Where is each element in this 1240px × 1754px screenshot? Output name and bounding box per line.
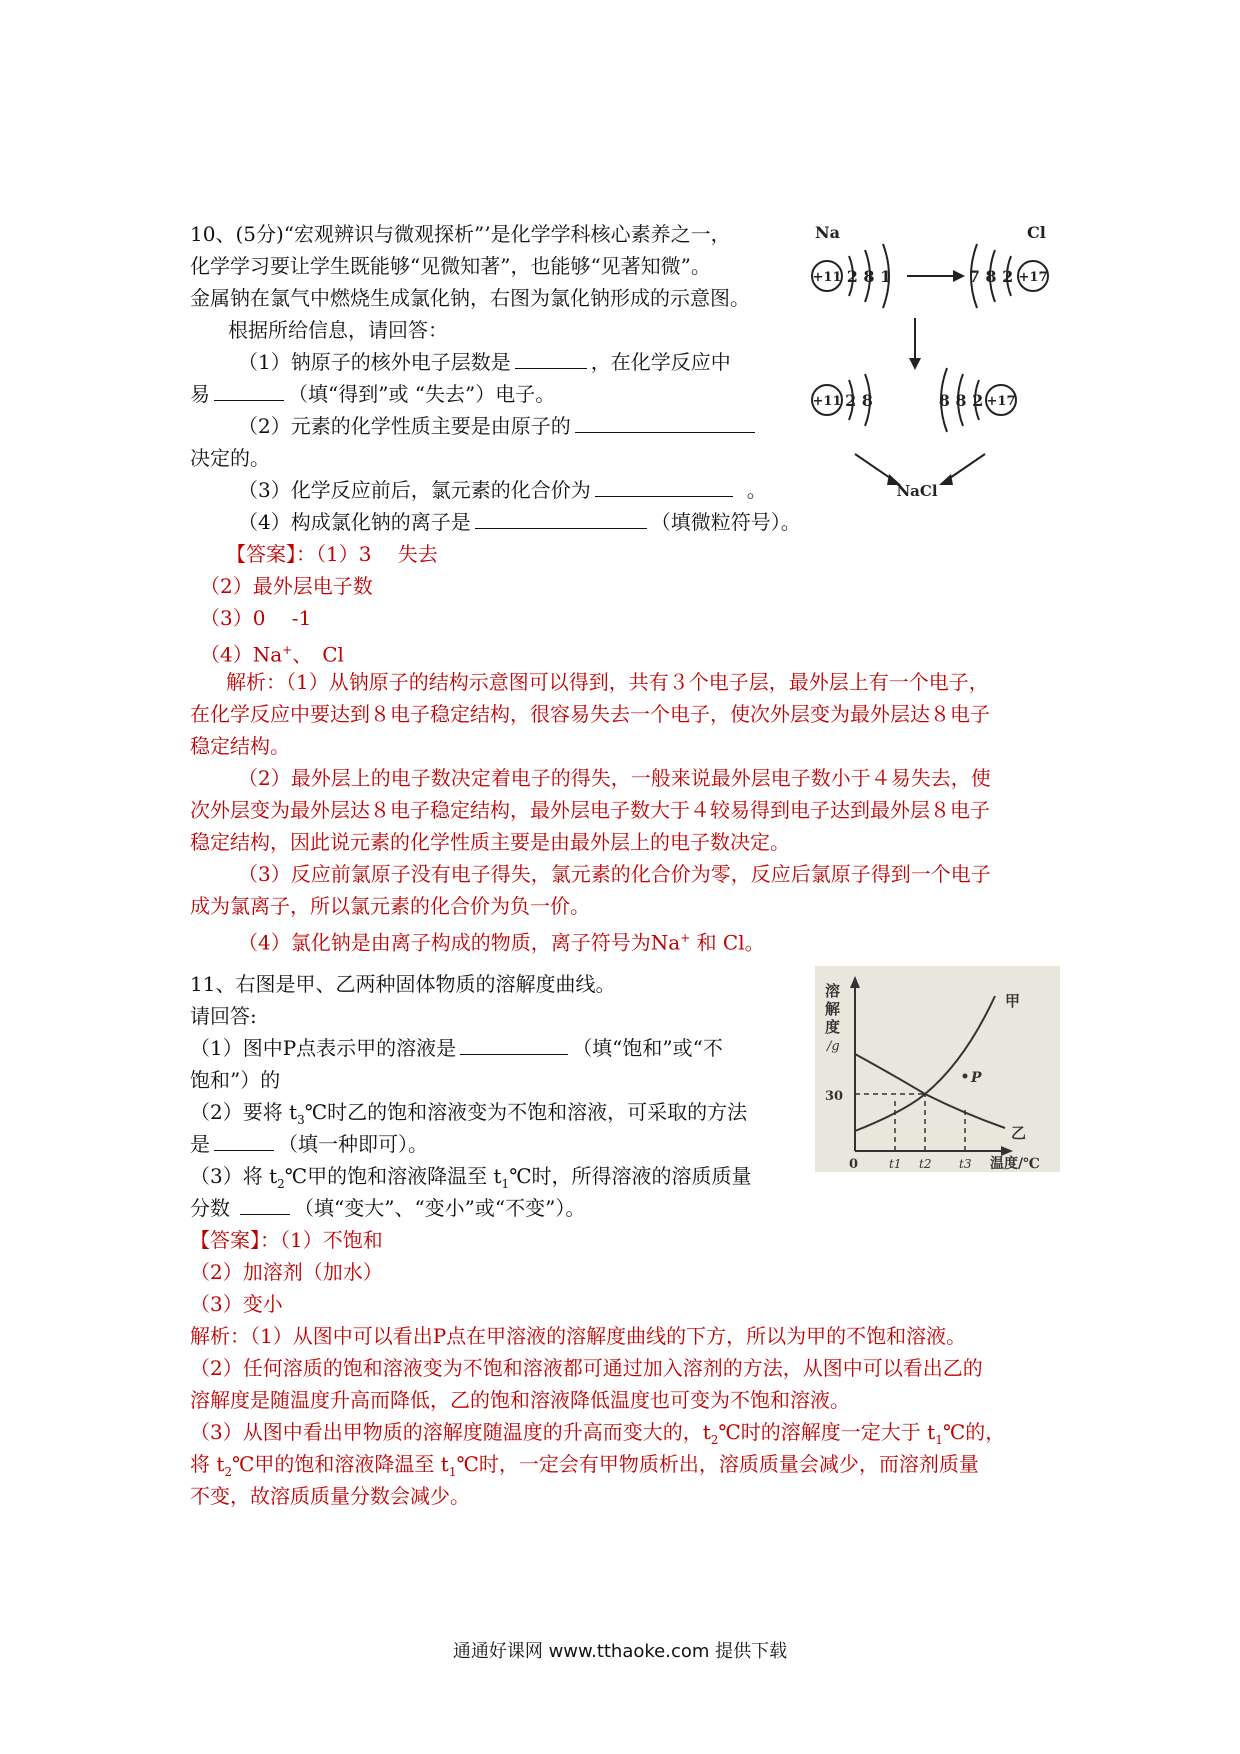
q10-line-2: 化学学习要让学生既能够“见微知著”，也能够“见著知微”。	[190, 254, 711, 278]
q10-analysis-5: 次外层变为最外层达８电子稳定结构，最外层电子数大于４较易得到电子达到最外层８电子	[190, 798, 990, 822]
q11-part-2: （2）要将 $t_3℃$时乙的饱和溶液变为不饱和溶液，可采取的方法	[190, 1100, 748, 1127]
q11-part-3: （3）将 $t_2℃$甲的饱和溶液降温至 $t_1℃$时，所得溶液的溶质质量	[190, 1164, 752, 1191]
q10-analysis-3: 稳定结构。	[190, 734, 290, 758]
q11-answer-head: 【答案】：（1）不饱和	[190, 1228, 383, 1252]
curve-b-label: 乙	[1011, 1124, 1027, 1142]
q10-part-1: （1）钠原子的核外电子层数是 ，在化学反应中	[238, 350, 731, 374]
svg-text:+17: +17	[1018, 270, 1048, 285]
q10-part-2: （2）元素的化学性质主要是由原子的	[238, 412, 759, 440]
svg-text:2 8: 2 8	[845, 391, 873, 410]
q10-part-3: （3）化学反应前后，氯元素的化合价为 。	[238, 478, 767, 502]
answer-blank[interactable]	[475, 508, 647, 529]
q11-part-2-cont: 是 （填一种即可）。	[190, 1132, 428, 1156]
answer-blank[interactable]	[214, 380, 284, 401]
x-tick-t3: t3	[959, 1157, 972, 1171]
svg-text:+17: +17	[986, 394, 1016, 409]
cl-label: Cl	[1027, 223, 1046, 242]
svg-text:P: P	[971, 1070, 982, 1086]
nacl-label: NaCl	[896, 482, 938, 500]
q11-analysis-5: 将 $t_2℃$甲的饱和溶液降温至 $t_1℃$时，一定会有甲物质析出，溶质质量会减少，而溶剂质量	[190, 1452, 979, 1479]
q10-analysis-6: 稳定结构，因此说元素的化学性质主要是由最外层上的电子数决定。	[190, 830, 790, 854]
svg-text:0: 0	[849, 1157, 859, 1172]
q11-answer-2: （2）加溶剂（加水）	[190, 1260, 383, 1284]
q11-line-2: 请回答:	[190, 1004, 257, 1028]
q10-analysis-8: 成为氯离子，所以氯元素的化合价为负一价。	[190, 894, 590, 918]
q10-analysis-4: （2）最外层上的电子数决定着电子的得失，一般来说最外层电子数小于４易失去，使	[238, 766, 991, 790]
answer-blank[interactable]	[460, 1034, 568, 1055]
q10-part-1-cont: 易 （填“得到”或 “失去”）电子。	[190, 382, 556, 406]
q11-analysis-1: 解析：（1）从图中可以看出P点在甲溶液的溶解度曲线的下方，所以为甲的不饱和溶液。	[190, 1324, 967, 1348]
svg-text:+11: +11	[812, 394, 842, 409]
q11-analysis-3: 溶解度是随温度升高而降低，乙的饱和溶液降低温度也可变为不饱和溶液。	[190, 1388, 850, 1412]
x-tick-t2: t2	[919, 1157, 932, 1171]
q11-analysis-6: 不变，故溶质质量分数会减少。	[190, 1484, 470, 1508]
na-label: Na	[815, 223, 840, 242]
q10-part-4: （4）构成氯化钠的离子是 （填微粒符号）。	[238, 510, 801, 534]
q10-line-4: 根据所给信息，请回答：	[228, 318, 448, 342]
x-tick-t1: t1	[889, 1157, 902, 1171]
svg-text:+11: +11	[812, 270, 842, 285]
q11-part-1: （1）图中P点表示甲的溶液是 （填“饱和”或“不	[190, 1036, 723, 1060]
svg-text:度: 度	[825, 1018, 841, 1036]
q11-analysis-2: （2）任何溶质的饱和溶液变为不饱和溶液都可通过加入溶剂的方法，从图中可以看出乙的	[190, 1356, 983, 1380]
q10-analysis-7: （3）反应前氯原子没有电子得失，氯元素的化合价为零，反应后氯原子得到一个电子	[238, 862, 991, 886]
q10-line-1: 10、(5分)“宏观辨识与微观探析”’是化学学科核心素养之一，	[190, 222, 731, 246]
q10-answer-2: （2）最外层电子数	[200, 574, 373, 598]
y-tick-30: 30	[825, 1089, 844, 1104]
curve-a-label: 甲	[1005, 992, 1021, 1010]
q10-answer-3: （3）0 -1	[200, 606, 312, 630]
nacl-formation-diagram	[805, 218, 1060, 503]
q11-part-1-cont: 饱和”）的	[190, 1068, 281, 1092]
answer-blank[interactable]	[214, 1130, 274, 1151]
footer-credit: 通通好课网 www.tthaoke.com 提供下载	[452, 1641, 788, 1662]
q10-answer-4: （4）Na+、 Cl	[200, 642, 344, 667]
y-axis-label: 溶	[825, 982, 841, 1000]
q11-part-3-cont: 分数 （填“变大”、“变小”或“不变”）。	[190, 1196, 586, 1220]
q11-answer-3: （3）变小	[190, 1292, 283, 1316]
answer-blank[interactable]	[575, 412, 755, 433]
q11-line-1: 11、右图是甲、乙两种固体物质的溶解度曲线。	[190, 972, 616, 996]
x-axis-label: 温度/℃	[990, 1156, 1040, 1172]
answer-blank[interactable]	[240, 1194, 290, 1215]
solubility-curve-figure	[815, 966, 1060, 1172]
q10-analysis-9: （4）氯化钠是由离子构成的物质，离子符号为Na+ 和 Cl。	[238, 930, 765, 955]
q10-part-2-cont: 决定的。	[190, 446, 270, 470]
answer-blank[interactable]	[595, 476, 733, 497]
svg-text:8 8 2: 8 8 2	[938, 391, 984, 410]
q11-analysis-4: （3）从图中看出甲物质的溶解度随温度的升高而变大的，$t_2℃$时的溶解度一定大于 $t_1℃$的，	[190, 1420, 1006, 1447]
q10-analysis-2: 在化学反应中要达到８电子稳定结构，很容易失去一个电子，使次外层变为最外层达８电子	[190, 702, 990, 726]
q10-analysis-1: 解析：（1）从钠原子的结构示意图可以得到，共有３个电子层，最外层上有一个电子，	[226, 670, 989, 694]
svg-text:/g: /g	[827, 1039, 840, 1054]
svg-text:解: 解	[825, 1000, 841, 1018]
q10-line-3: 金属钠在氯气中燃烧生成氯化钠，右图为氯化钠形成的示意图。	[190, 286, 750, 310]
svg-text:2 8 1: 2 8 1	[846, 267, 892, 286]
answer-blank[interactable]	[515, 348, 587, 369]
point-p	[963, 1074, 968, 1079]
svg-text:7 8 2: 7 8 2	[968, 267, 1014, 286]
q10-answer-head: 【答案】：（1）3 失去	[226, 542, 438, 566]
